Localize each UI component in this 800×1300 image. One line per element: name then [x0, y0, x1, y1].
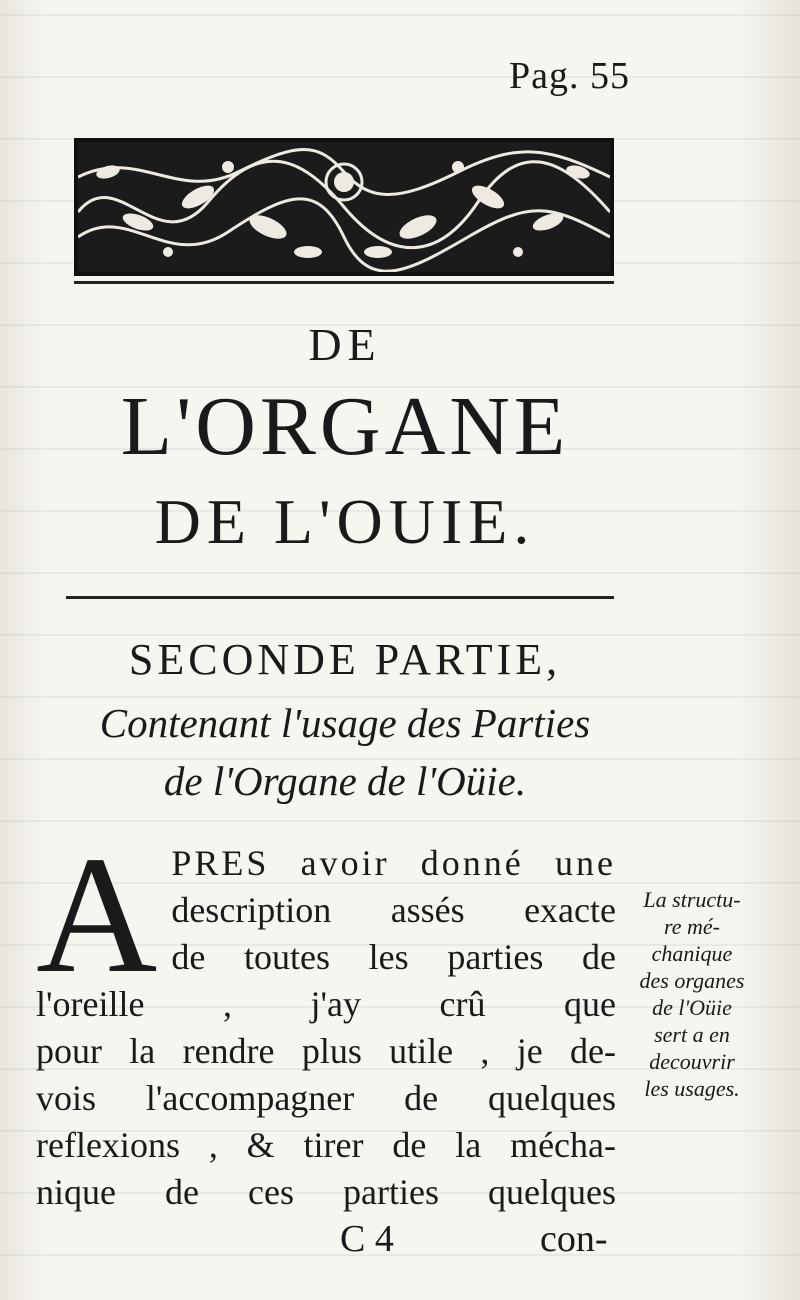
- body-line: reflexions , & tirer de la mécha-: [36, 1125, 616, 1165]
- body-line: pour la rendre plus utile , je de-: [36, 1031, 616, 1071]
- marginal-note-line: de l'Oüie: [652, 995, 732, 1020]
- catchword: con-: [540, 1218, 608, 1260]
- body-text: [36, 822, 616, 1216]
- marginal-note-line: les usages.: [644, 1076, 740, 1101]
- part-subtitle-line: de l'Organe de l'Oüie.: [163, 758, 527, 804]
- title-sub: DE L'OUIE.: [154, 486, 536, 557]
- part-title: SECONDE PARTIE,: [128, 635, 562, 684]
- title-de: DE: [308, 319, 382, 370]
- body-line: PRES avoir donné une: [171, 843, 616, 883]
- section-rule: [66, 596, 614, 599]
- marginal-note-line: chanique: [651, 941, 733, 966]
- signature-mark: C 4: [340, 1218, 394, 1260]
- marginal-note: [622, 886, 762, 1102]
- part-subtitle: [60, 694, 630, 810]
- body-line: nique de ces parties quelques: [36, 1172, 616, 1212]
- title-main: L'ORGANE: [120, 380, 570, 473]
- page-number: Pag. 55: [509, 55, 630, 97]
- marginal-note-line: La structu-: [643, 887, 741, 912]
- body-line: description assés exacte: [171, 890, 616, 930]
- top-rule: [74, 281, 614, 284]
- body-line: l'oreille , j'ay crû que: [36, 984, 616, 1024]
- drop-cap: A: [36, 822, 158, 1008]
- marginal-note-line: des organes: [639, 968, 745, 993]
- marginal-note-line: sert a en: [654, 1022, 730, 1047]
- marginal-note-line: decouvrir: [649, 1049, 735, 1074]
- marginal-note-line: re mé-: [664, 914, 720, 939]
- body-line: de toutes les parties de: [171, 937, 616, 977]
- part-subtitle-line: Contenant l'usage des Parties: [99, 700, 591, 746]
- body-line: vois l'accompagner de quelques: [36, 1078, 616, 1118]
- floral-headpiece-ornament: [74, 138, 614, 276]
